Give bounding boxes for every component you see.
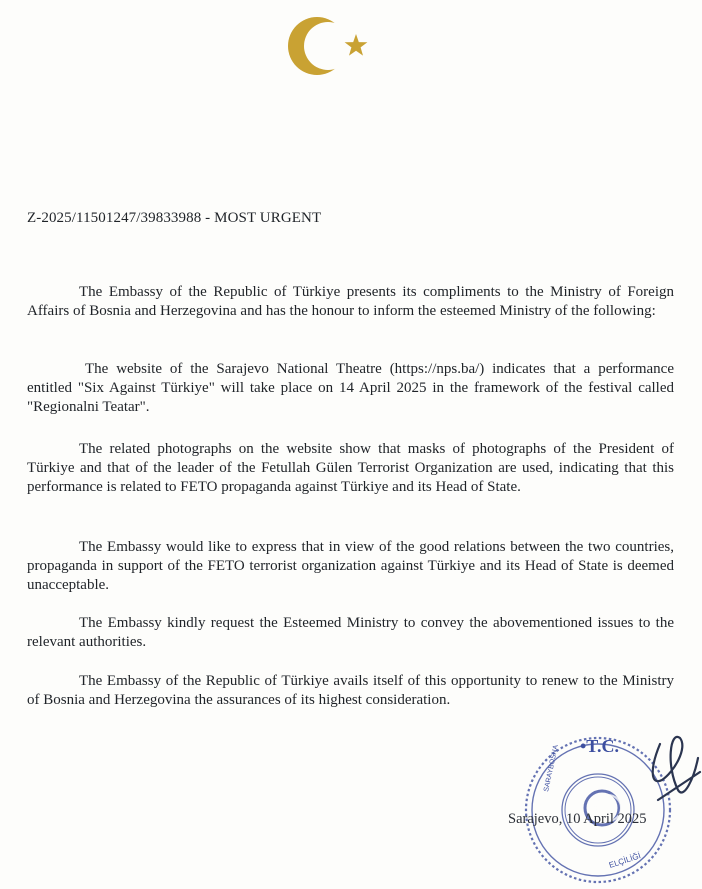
svg-text:ELÇİLİĞİ: ELÇİLİĞİ — [607, 851, 642, 870]
crescent-star-emblem-icon — [284, 10, 380, 82]
paragraph-relations: The Embassy would like to express that in view of the good relations between the two countries, propaganda in support of the FETO terrorist organization against Türkiye and its Head of State is deemed unacceptable. — [27, 539, 674, 593]
svg-text:SARAYBOSNA: SARAYBOSNA — [543, 744, 560, 793]
paragraph-request: The Embassy kindly request the Esteemed Ministry to convey the abovementioned issues to the relevant authorities. — [27, 615, 674, 650]
reference-line: Z-2025/11501247/39833988 - MOST URGENT — [27, 210, 322, 226]
signature-stroke-icon — [653, 737, 700, 800]
dateline: Sarajevo, 10 April 2025 — [508, 811, 647, 827]
embassy-seal-and-signature — [510, 708, 702, 889]
paragraph-website-notice: The website of the Sarajevo National Theatre (https://nps.ba/) indicates that a performance entitled "Six Against Türkiye" will take place on 14 April 2025 in the framework of the festival called "Regionalni Teatar". — [27, 361, 674, 415]
paragraph-closing: The Embassy of the Republic of Türkiye avails itself of this opportunity to renew to the Ministry of Bosnia and Herzegovina the assurances of its highest consideration. — [27, 673, 674, 708]
paragraph-introduction: The Embassy of the Republic of Türkiye presents its compliments to the Ministry of Foreign Affairs of Bosnia and Herzegovina and has the honour to inform the esteemed Ministry of the following: — [27, 284, 674, 319]
paragraph-photographs: The related photographs on the website show that masks of photographs of the President of Türkiye and that of the leader of the Fetullah Gülen Terrorist Organization are used, indicating that this performance is related to FETO propaganda against Türkiye and its Head of State. — [27, 441, 674, 495]
svg-text:•T.C.: •T.C. — [580, 736, 619, 756]
seal-stamp-icon — [526, 736, 670, 882]
